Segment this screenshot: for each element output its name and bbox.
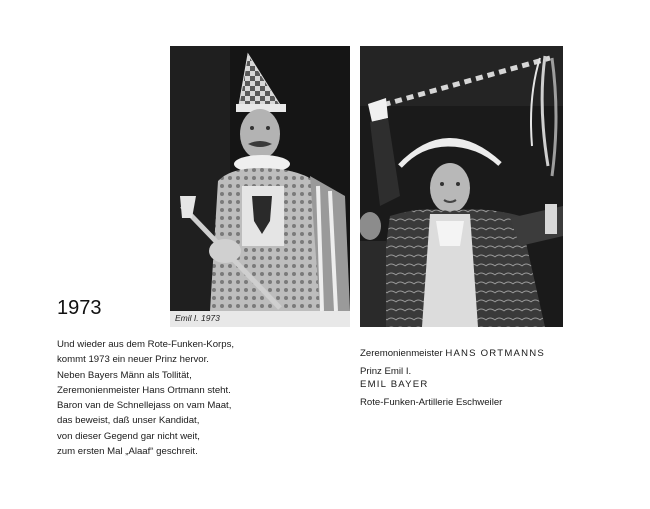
caption-strip [170, 311, 350, 327]
prince-photo [170, 46, 350, 311]
year-heading: 1973 [57, 297, 102, 319]
prince-photo-caption: Emil I. 1973 [175, 313, 220, 323]
poem-line: Neben Bayers Männ als Tollität, [57, 369, 192, 381]
ceremony-master-prefix: Zeremonienmeister [360, 348, 443, 359]
ceremony-master-name: HANS ORTMANNS [445, 348, 545, 359]
photo-credits [360, 348, 620, 408]
prince-title: Prinz Emil I. [360, 366, 412, 377]
poem-line: Und wieder aus dem Rote-Funken-Korps, [57, 339, 235, 350]
poem [57, 337, 307, 459]
poem-line: zum ersten Mal „Alaaf“ geschreit. [57, 446, 198, 458]
ceremony-master-line [360, 348, 620, 359]
poem-line: das beweist, daß unser Kandidat, [57, 415, 200, 427]
prince-name: EMIL BAYER [360, 379, 429, 390]
poem-line: Baron van de Schnellejass on vam Maat, [57, 400, 232, 412]
poem-line: von dieser Gegend gar nicht weit, [57, 430, 200, 442]
ceremony-master-photo [360, 46, 563, 327]
unit-name: Rote-Funken-Artillerie Eschweiler [360, 397, 503, 408]
poem-line: kommt 1973 ein neuer Prinz hervor. [57, 354, 209, 366]
poem-line: Zeremonienmeister Hans Ortmann steht. [57, 384, 231, 396]
